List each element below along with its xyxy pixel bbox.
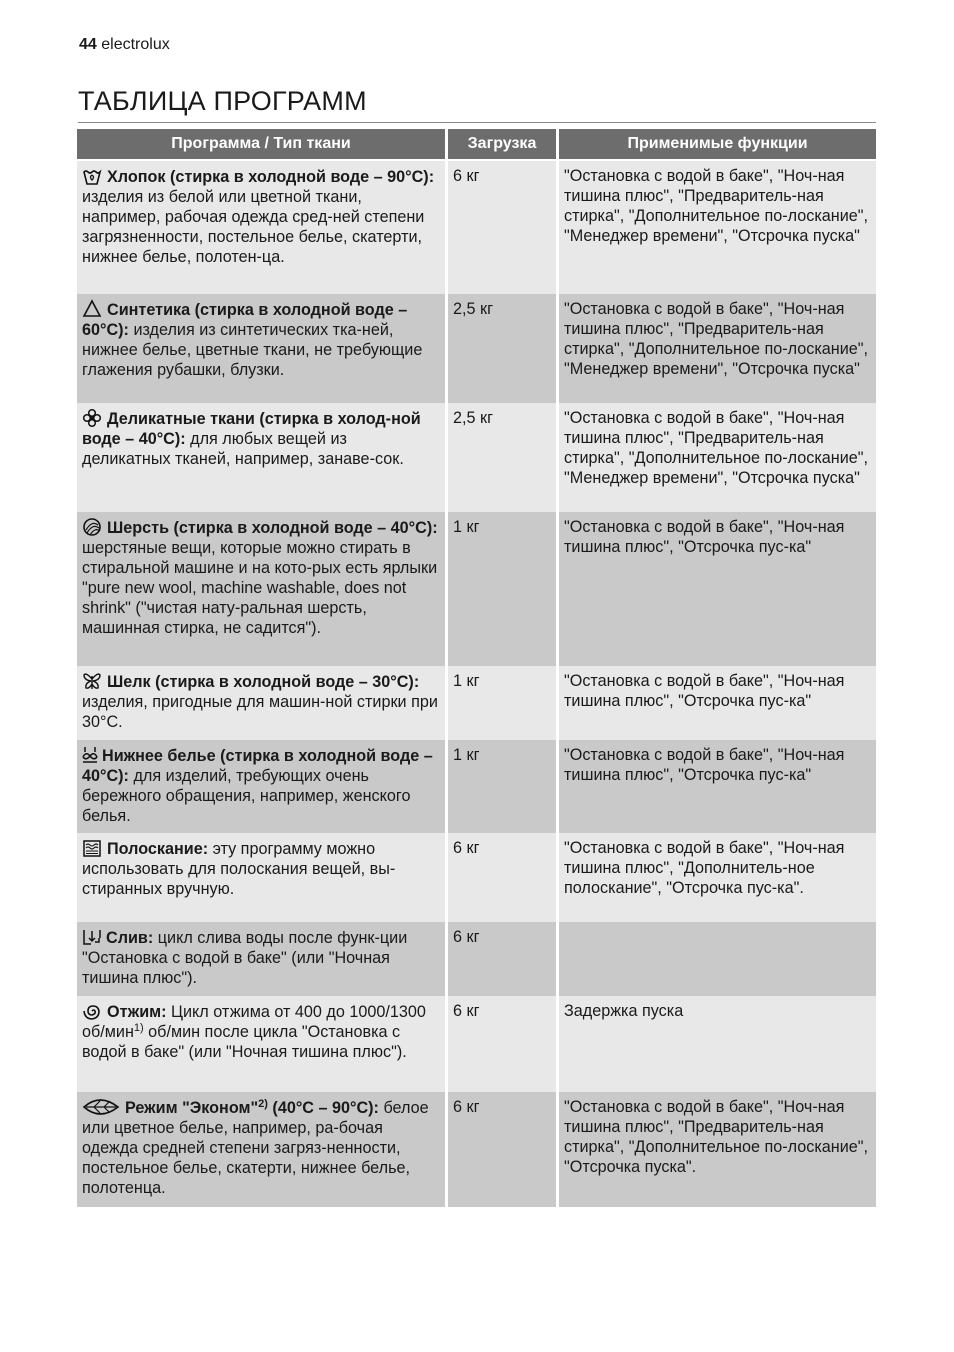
column-header-program: Программа / Тип ткани xyxy=(77,129,448,161)
program-name: Шелк (стирка в холодной воде – 30°C): xyxy=(107,673,420,691)
functions-cell: "Остановка с водой в баке", "Ноч-ная тишина плюс", "Предваритель-ная стирка", "Дополнительное по-лоскание", "Менеджер времени", "Отсрочка пуска" xyxy=(559,161,876,294)
load-cell: 2,5 кг xyxy=(448,403,559,512)
wool-skein-icon xyxy=(82,517,102,537)
brand-name: electrolux xyxy=(101,36,170,53)
program-cell xyxy=(77,740,448,833)
load-cell: 6 кг xyxy=(448,1092,559,1207)
load-cell: 1 кг xyxy=(448,740,559,833)
program-description: цикл слива воды после функ-ции "Остановка с водой в баке" (или "Ночная тишина плюс"). xyxy=(82,929,408,987)
footnote-marker: 2) xyxy=(258,1098,268,1110)
rinse-tub-icon xyxy=(82,838,102,858)
program-name: Режим "Эконом" xyxy=(125,1099,259,1117)
program-name: Деликатные ткани (стирка в холод-ной воде – 40°C): xyxy=(82,410,421,448)
load-cell: 6 кг xyxy=(448,996,559,1092)
load-cell: 6 кг xyxy=(448,922,559,996)
program-cell xyxy=(77,922,448,996)
table-header-row xyxy=(77,129,876,161)
program-cell xyxy=(77,512,448,666)
delicates-flower-icon xyxy=(82,408,102,428)
load-cell: 1 кг xyxy=(448,512,559,666)
table-row xyxy=(77,833,876,922)
page-header xyxy=(79,36,170,54)
program-cell xyxy=(77,161,448,294)
eco-leaf-icon xyxy=(82,1097,120,1117)
program-name-tail: (40°C – 90°C): xyxy=(267,1099,379,1117)
load-cell: 6 кг xyxy=(448,833,559,922)
synthetics-triangle-icon xyxy=(82,299,102,319)
program-description: изделия из синтетических тка-ней, нижнее белье, цветные ткани, не требующие глажения рубашки, блузки. xyxy=(82,321,423,379)
program-table xyxy=(77,129,876,1207)
program-name: Нижнее белье (стирка в холодной воде – 40°C): xyxy=(82,747,433,785)
program-cell xyxy=(77,666,448,740)
page-number: 44 xyxy=(79,36,97,53)
load-cell: 2,5 кг xyxy=(448,294,559,403)
drain-icon xyxy=(82,927,102,947)
table-row xyxy=(77,666,876,740)
load-cell: 6 кг xyxy=(448,161,559,294)
program-name: Полоскание: xyxy=(107,840,209,858)
program-description: эту программу можно использовать для полоскания вещей, вы-стиранных вручную. xyxy=(82,840,396,898)
functions-cell: "Остановка с водой в баке", "Ноч-ная тишина плюс", "Предваритель-ная стирка", "Дополнительное по-лоскание", "Менеджер времени", "Отсрочка пуска" xyxy=(559,403,876,512)
program-cell xyxy=(77,996,448,1092)
title-divider xyxy=(78,122,876,123)
program-description: для изделий, требующих очень бережного обращения, например, женского белья. xyxy=(82,767,411,825)
silk-butterfly-icon xyxy=(82,671,102,691)
program-name: Синтетика (стирка в холодной воде – 60°C): xyxy=(82,301,408,339)
table-row xyxy=(77,922,876,996)
lingerie-bra-icon xyxy=(82,745,98,765)
table-row xyxy=(77,403,876,512)
program-cell xyxy=(77,403,448,512)
table-row xyxy=(77,512,876,666)
cotton-tub-icon xyxy=(82,166,102,186)
program-name: Отжим: xyxy=(107,1003,167,1021)
program-description: для любых вещей из деликатных тканей, например, занаве-сок. xyxy=(82,430,404,468)
functions-cell xyxy=(559,922,876,996)
spin-spiral-icon xyxy=(82,1001,102,1021)
program-description: Цикл отжима от 400 до 1000/1300 об/мин xyxy=(82,1003,426,1041)
functions-cell: "Остановка с водой в баке", "Ноч-ная тишина плюс", "Отсрочка пус-ка" xyxy=(559,740,876,833)
functions-cell: "Остановка с водой в баке", "Ноч-ная тишина плюс", "Предваритель-ная стирка", "Дополнительное по-лоскание", "Менеджер времени", "Отсрочка пуска" xyxy=(559,294,876,403)
functions-cell: "Остановка с водой в баке", "Ноч-ная тишина плюс", "Дополнитель-ное полоскание", "Отсрочка пус-ка". xyxy=(559,833,876,922)
column-header-functions: Применимые функции xyxy=(559,129,876,161)
program-description: шерстяные вещи, которые можно стирать в стиральной машине и на кото-рых есть ярлыки "pure new wool, machine washable, does not shrink" ("чистая нату-ральная шерсть, машинная стирка, не садится"). xyxy=(82,539,438,637)
load-cell: 1 кг xyxy=(448,666,559,740)
program-cell xyxy=(77,294,448,403)
program-description: белое или цветное белье, например, ра-бочая одежда средней степени загряз-ненности, постельное белье, скатерти, нижнее белье, полотенца. xyxy=(82,1099,429,1197)
page-title: ТАБЛИЦА ПРОГРАММ xyxy=(78,86,367,116)
program-description: изделия, пригодные для машин-ной стирки при 30°C. xyxy=(82,693,438,731)
table-row xyxy=(77,1092,876,1207)
program-description: изделия из белой или цветной ткани, например, рабочая одежда сред-ней степени загрязненности, постельное белье, скатерти, нижнее белье, полотен-ца. xyxy=(82,188,425,266)
table-row xyxy=(77,294,876,403)
program-name: Хлопок (стирка в холодной воде – 90°C): xyxy=(107,168,435,186)
functions-cell: "Остановка с водой в баке", "Ноч-ная тишина плюс", "Предваритель-ная стирка", "Дополнительное по-лоскание", "Отсрочка пуска". xyxy=(559,1092,876,1207)
table-row xyxy=(77,740,876,833)
table-row xyxy=(77,161,876,294)
program-description-tail: об/мин после цикла "Остановка с водой в баке" (или "Ночная тишина плюс"). xyxy=(82,1023,407,1061)
program-cell xyxy=(77,833,448,922)
functions-cell: "Остановка с водой в баке", "Ноч-ная тишина плюс", "Отсрочка пус-ка" xyxy=(559,666,876,740)
functions-cell: Задержка пуска xyxy=(559,996,876,1092)
functions-cell: "Остановка с водой в баке", "Ноч-ная тишина плюс", "Отсрочка пус-ка" xyxy=(559,512,876,666)
program-name: Слив: xyxy=(106,929,154,947)
program-cell xyxy=(77,1092,448,1207)
table-row xyxy=(77,996,876,1092)
footnote-marker: 1) xyxy=(133,1022,144,1034)
column-header-load: Загрузка xyxy=(448,129,559,161)
program-name: Шерсть (стирка в холодной воде – 40°C): xyxy=(107,519,438,537)
